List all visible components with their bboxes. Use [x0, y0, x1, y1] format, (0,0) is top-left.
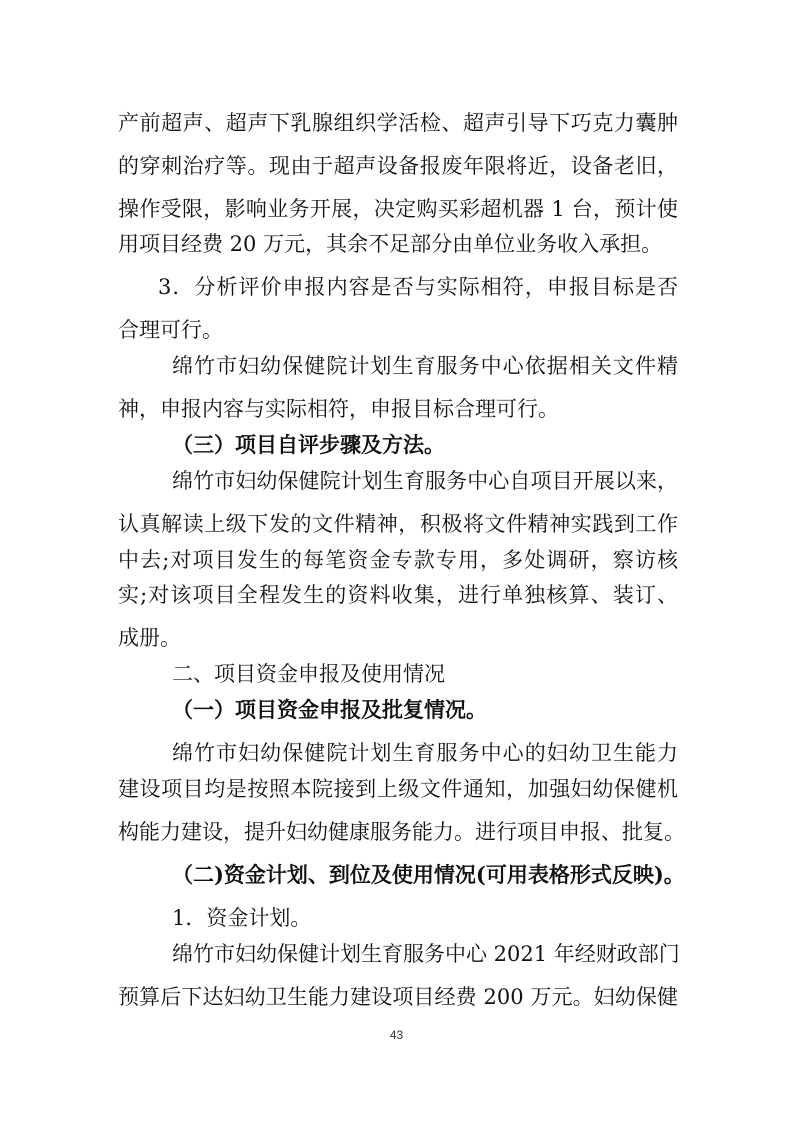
section-heading: （二)资金计划、到位及使用情况(可用表格形式反映)。 [172, 862, 685, 887]
text-line: 构能力建设，提升妇幼健康服务能力。进行项目申报、批复。 [118, 820, 685, 844]
chapter-heading: 二、项目资金申报及使用情况 [172, 662, 445, 686]
text-line: 神，申报内容与实际相符，申报目标合理可行。 [118, 397, 559, 421]
page-number: 43 [389, 1028, 404, 1042]
text-line: 预算后下达妇幼卫生能力建设项目经费 200 万元。妇幼保健 [118, 985, 678, 1009]
text-line: 中去;对项目发生的每笔资金专款专用，多处调研，察访核 [118, 548, 678, 572]
text-line: 成册。 [118, 626, 181, 650]
text-line: 实;对该项目全程发生的资料收集，进行单独核算、装订、 [118, 583, 678, 607]
text-line: 绵竹市妇幼保健院计划生育服务中心自项目开展以来， [172, 469, 678, 493]
text-line: 认真解读上级下发的文件精神，积极将文件精神实践到工作 [118, 512, 678, 536]
section-heading: （一）项目资金申报及批复情况。 [172, 697, 487, 722]
text-line: 1．资金计划。 [172, 906, 312, 930]
text-line: 3．分析评价申报内容是否与实际相符，申报目标是否 [158, 275, 678, 299]
text-line: 绵竹市妇幼保健院计划生育服务中心依据相关文件精 [172, 354, 678, 378]
section-heading: （三）项目自评步骤及方法。 [172, 432, 445, 457]
text-line: 建设项目均是按照本院接到上级文件通知，加强妇幼保健机 [118, 777, 678, 801]
text-line: 绵竹市妇幼保健计划生育服务中心 2021 年经财政部门 [172, 942, 680, 966]
text-line: 合理可行。 [118, 318, 223, 342]
text-line: 用项目经费 20 万元，其余不足部分由单位业务收入承担。 [118, 232, 663, 256]
text-line: 操作受限，影响业务开展，决定购买彩超机器 1 台，预计使 [118, 197, 678, 221]
text-line: 产前超声、超声下乳腺组织学活检、超声引导下巧克力囊肿 [118, 111, 678, 135]
text-line: 的穿刺治疗等。现由于超声设备报废年限将近，设备老旧， [118, 154, 678, 178]
text-line: 绵竹市妇幼保健院计划生育服务中心的妇幼卫生能力 [172, 741, 678, 765]
